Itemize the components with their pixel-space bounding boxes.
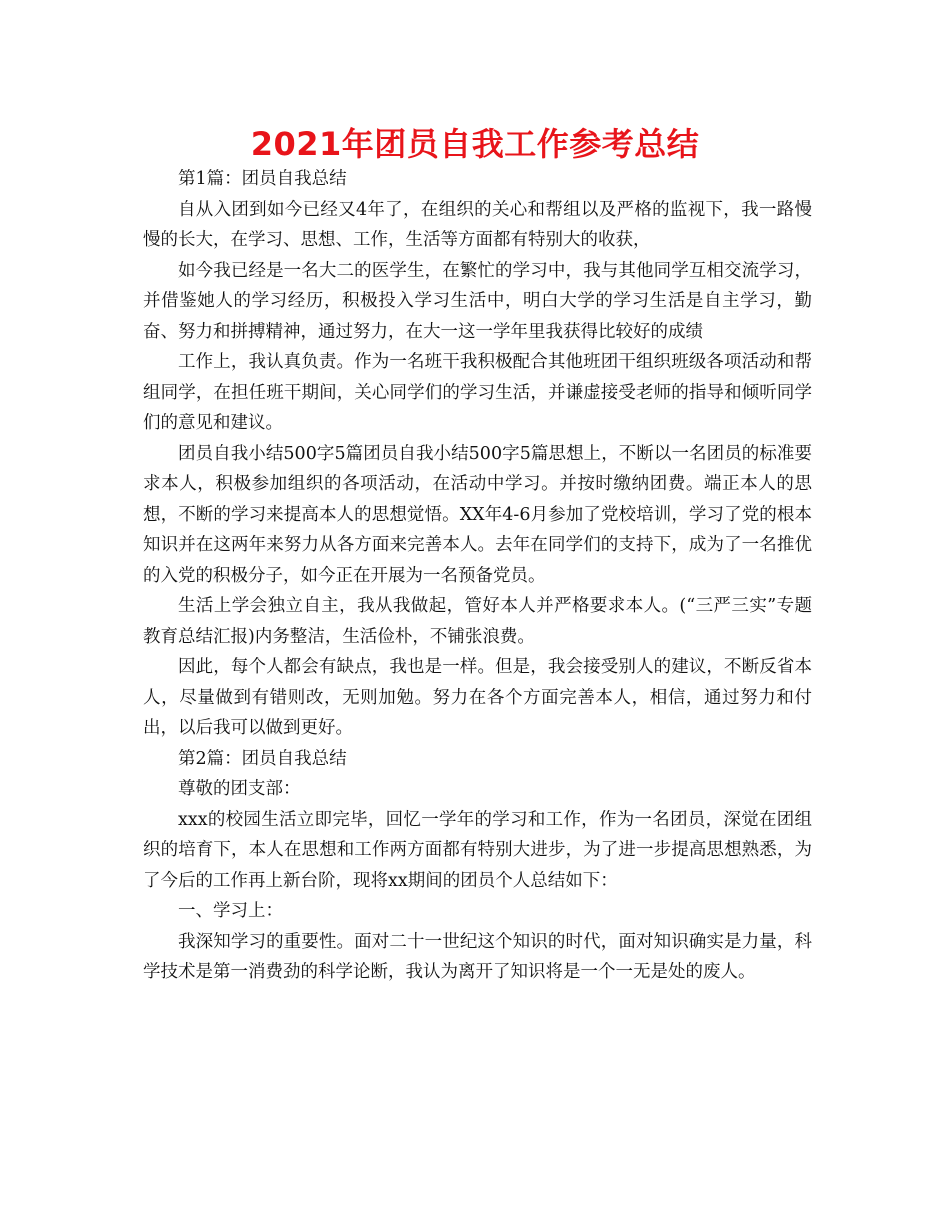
subsection-heading: 一、学习上： — [178, 901, 283, 921]
body-paragraph: 我深知学习的重要性。面对二十一世纪这个知识的时代，面对知识确实是力量，科学技术是第一消费劲的科学论断，我认为离开了知识将是一个一无是处的废人。 — [143, 931, 812, 982]
body-paragraph: xxx的校园生活立即完毕，回忆一学年的学习和工作，作为一名团员，深觉在团组织的培育下，本人在思想和工作两方面都有特别大进步，为了进一步提高思想熟悉，为了今后的工作再上新台阶，现将xx期间的团员个人总结如下： — [143, 809, 812, 891]
body-paragraph: 自从入团到如今已经又4年了，在组织的关心和帮组以及严格的监视下，我一路慢慢的长大，在学习、思想、工作，生活等方面都有特别大的收获， — [143, 199, 812, 250]
body-paragraph: 生活上学会独立自主，我从我做起，管好本人并严格要求本人。(“三严三实”专题教育总结汇报)内务整洁，生活俭朴，不铺张浪费。 — [143, 596, 812, 647]
salutation: 尊敬的团支部： — [178, 779, 301, 799]
body-paragraph: 工作上，我认真负责。作为一名班干我积极配合其他班团干组织班级各项活动和帮组同学，在担任班干期间，关心同学们的学习生活，并谦虚接受老师的指导和倾听同学们的意见和建议。 — [143, 352, 812, 433]
body-paragraph: 团员自我小结500字5篇团员自我小结500字5篇思想上，不断以一名团员的标准要求本人，积极参加组织的各项活动，在活动中学习。并按时缴纳团费。端正本人的思想，不断的学习来提高本人的思想觉悟。XX年4-6月参加了党校培训，学习了党的根本知识并在这两年来努力从各方面来完善本人。去年在同学们的支持下，成为了一名推优的入党的积极分子，如今正在开展为一名预备党员。 — [143, 443, 812, 586]
document-body — [143, 164, 812, 988]
section-heading-2: 第2篇：团员自我总结 — [178, 748, 347, 769]
body-paragraph: 因此，每个人都会有缺点，我也是一样。但是，我会接受别人的建议，不断反省本人，尽量做到有错则改，无则加勉。努力在各个方面完善本人，相信，通过努力和付出，以后我可以做到更好。 — [143, 657, 812, 738]
section-heading-1: 第1篇：团员自我总结 — [178, 169, 347, 189]
document-title: 2021年团员自我工作参考总结 — [250, 125, 700, 163]
body-paragraph: 如今我已经是一名大二的医学生，在繁忙的学习中，我与其他同学互相交流学习，并借鉴她人的学习经历，积极投入学习生活中，明白大学的学习生活是自主学习，勤奋、努力和拼搏精神，通过努力，在大一这一学年里我获得比较好的成绩 — [143, 260, 812, 342]
